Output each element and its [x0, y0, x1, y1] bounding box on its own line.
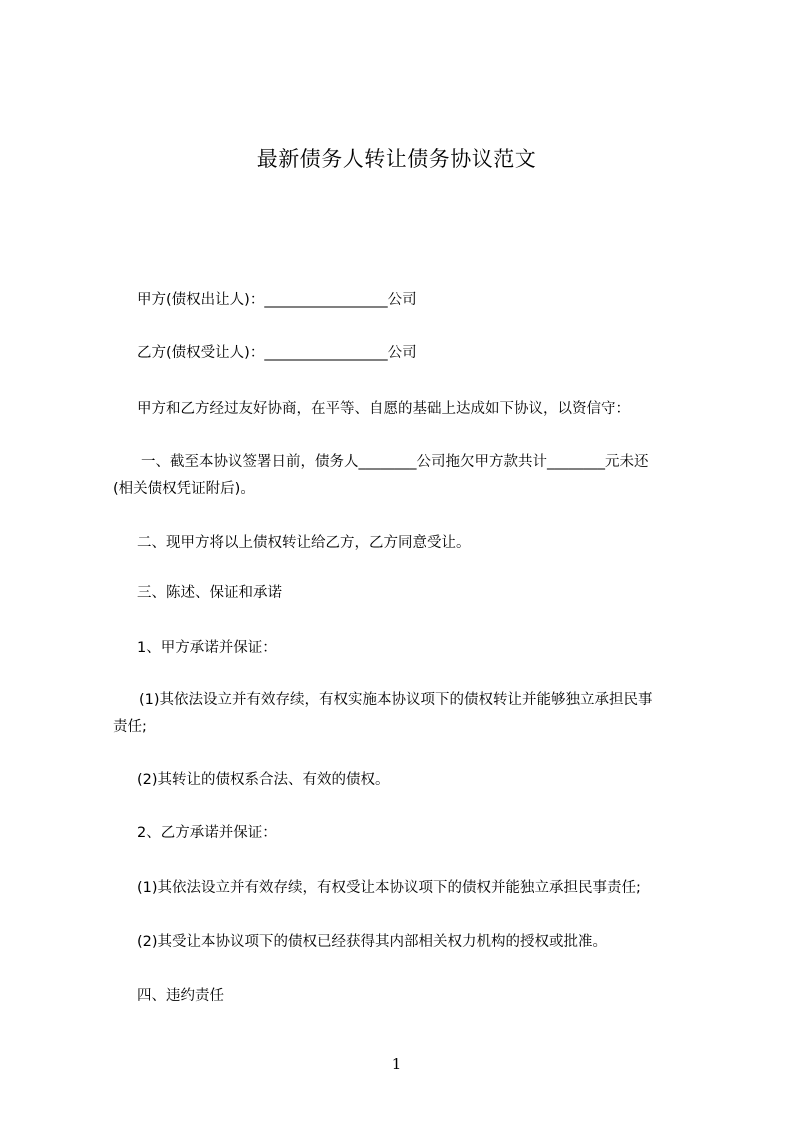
sub-1-item-1-line-1: (1)其依法设立并有效存续，有权实施本协议项下的债权转让并能够独立承担民事 — [139, 692, 653, 708]
document-title: 最新债务人转让债务协议范文 — [256, 147, 537, 171]
party-b-line: 乙方(债权受让人)：_________________公司 — [137, 345, 417, 361]
sub-clause-1-heading: 1、甲方承诺并保证： — [137, 640, 277, 656]
sub-1-item-2: (2)其转让的债权系合法、有效的债权。 — [137, 772, 390, 788]
clause-4-heading: 四、违约责任 — [137, 988, 224, 1004]
sub-2-item-1: (1)其依法设立并有效存续，有权受让本协议项下的债权并能独立承担民事责任; — [137, 880, 641, 896]
intro-paragraph: 甲方和乙方经过友好协商，在平等、自愿的基础上达成如下协议，以资信守： — [137, 401, 630, 417]
clause-1-line-2: (相关债权凭证附后)。 — [113, 481, 255, 497]
clause-2: 二、现甲方将以上债权转让给乙方，乙方同意受让。 — [137, 535, 471, 551]
sub-2-item-2: (2)其受让本协议项下的债权已经获得其内部相关权力机构的授权或批准。 — [137, 934, 608, 950]
clause-1-line-1: 一、截至本协议签署日前，债务人________公司拖欠甲方款共计________元未还 — [141, 454, 649, 470]
sub-1-item-1-line-2: 责任; — [113, 719, 147, 735]
page-number: 1 — [391, 1055, 402, 1073]
sub-clause-2-heading: 2、乙方承诺并保证： — [137, 825, 277, 841]
clause-3-heading: 三、陈述、保证和承诺 — [137, 585, 282, 601]
party-a-line: 甲方(债权出让人)：_________________公司 — [137, 292, 417, 308]
